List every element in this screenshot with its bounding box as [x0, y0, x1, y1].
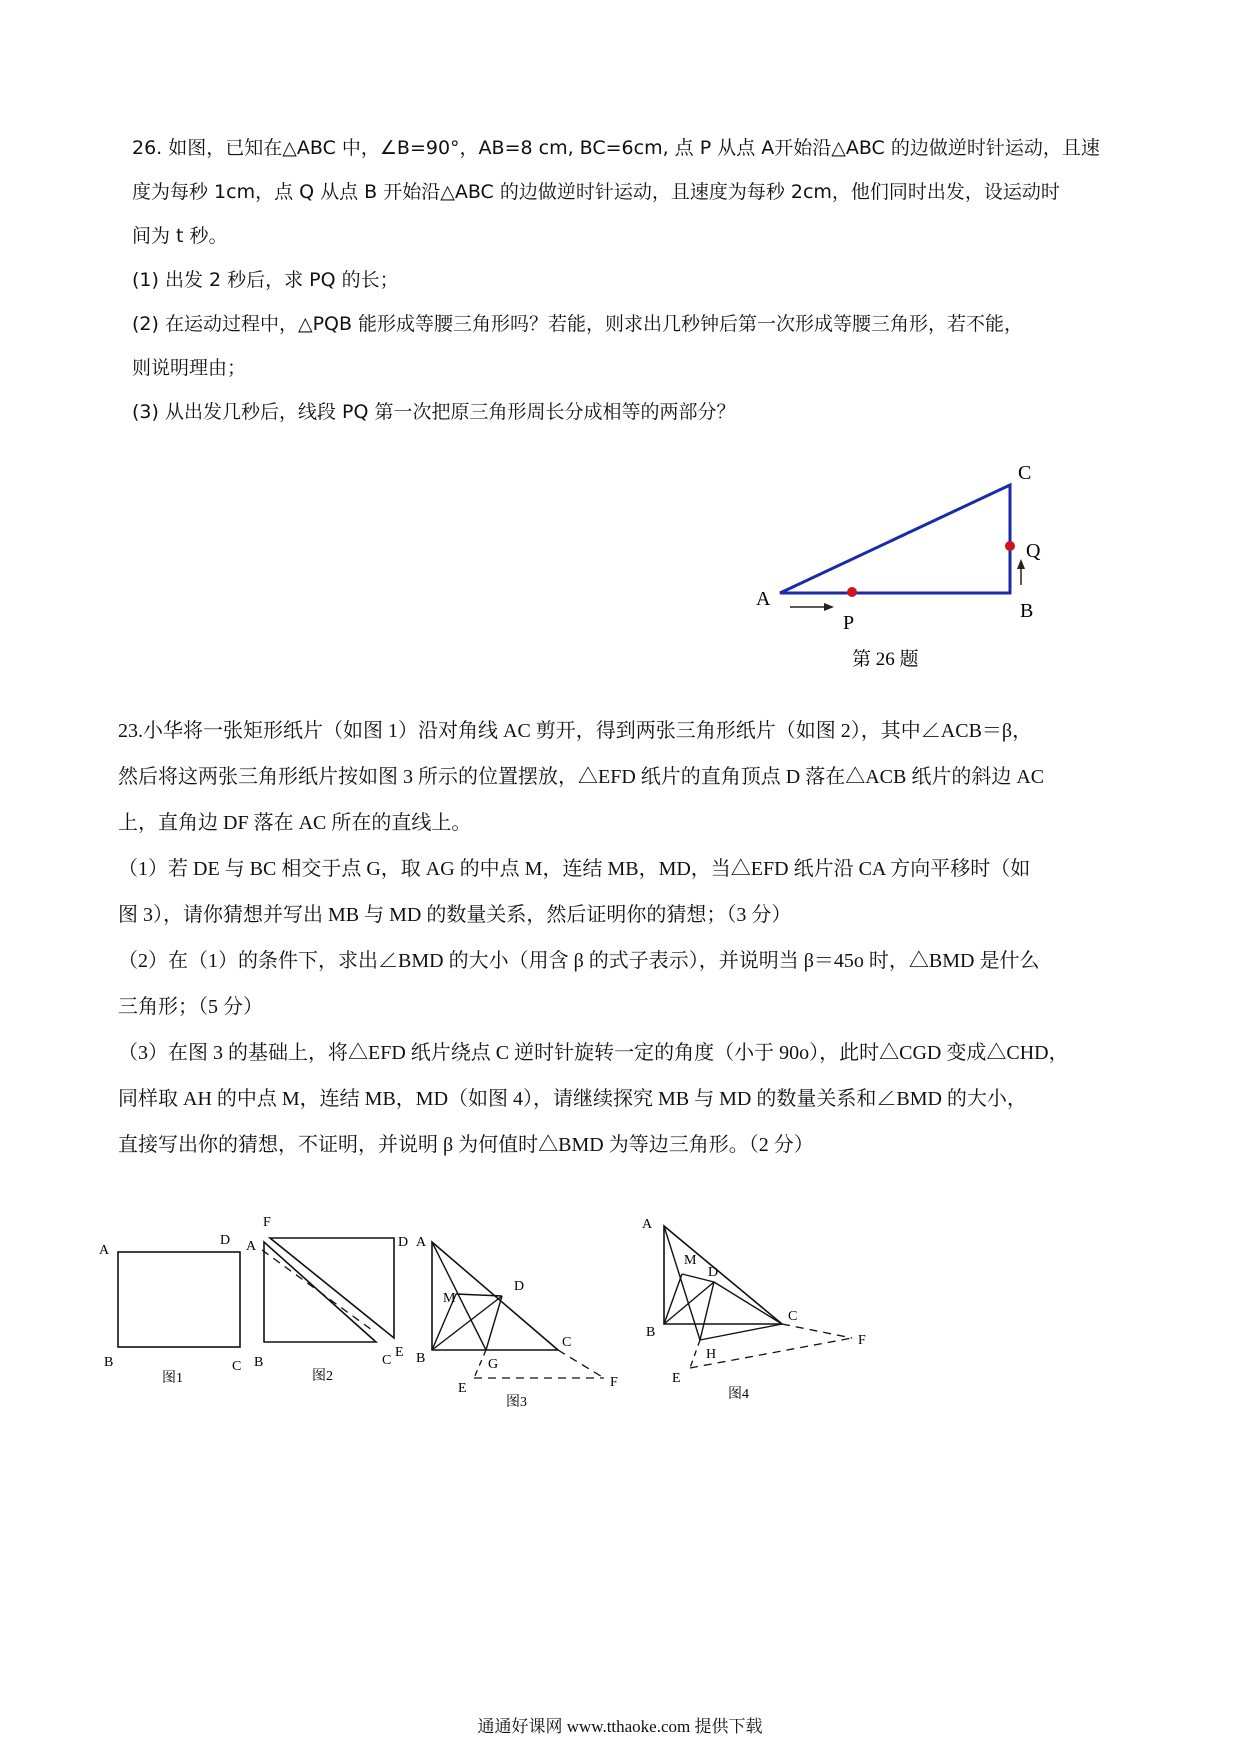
fig2-caption: 图2	[312, 1369, 333, 1384]
fig3-label-m: M	[443, 1291, 456, 1306]
rectangle-abcd	[118, 1252, 240, 1347]
figure-2	[246, 1215, 408, 1384]
q23-figures	[0, 1190, 1240, 1420]
fig3-label-d: D	[514, 1279, 525, 1294]
fig1-caption: 图1	[162, 1371, 183, 1386]
triangle-abc	[780, 485, 1010, 593]
fig3-line-dg	[486, 1296, 502, 1350]
fig4-dashed-cf	[782, 1324, 852, 1338]
q23-part-2-line-2: 三角形；（5 分）	[118, 996, 263, 1018]
arrow-p-head	[824, 603, 834, 611]
q23-part-3-line-3: 直接写出你的猜想，不证明，并说明 β 为何值时△BMD 为等边三角形。（2 分）	[118, 1134, 814, 1156]
page-footer: 通通好课网 www.tthaoke.com 提供下载	[477, 1717, 763, 1736]
fig3-dashed-cf	[558, 1350, 604, 1378]
fig4-dashed-he	[690, 1340, 700, 1368]
q26-triangle-figure	[740, 455, 1060, 675]
fig2-label-b: B	[254, 1355, 264, 1370]
q23-part-3-line-2: 同样取 AH 的中点 M，连结 MB，MD（如图 4），请继续探究 MB 与 MD 的数量关系和∠BMD 的大小，	[118, 1088, 1027, 1110]
fig4-label-h: H	[706, 1347, 717, 1362]
fig4-line-dh	[700, 1282, 714, 1340]
question-26	[132, 126, 1122, 434]
label-q: Q	[1026, 540, 1041, 562]
label-a: A	[756, 588, 771, 610]
fig4-label-f: F	[858, 1333, 866, 1348]
figure-4	[642, 1217, 866, 1402]
arrow-q-head	[1017, 559, 1025, 569]
q23-part-1-line-2: 图 3），请你猜想并写出 MB 与 MD 的数量关系，然后证明你的猜想；（3 分）	[118, 904, 792, 926]
fig4-line-ah	[664, 1226, 700, 1340]
q23-intro-line-3: 上，直角边 DF 落在 AC 所在的直线上。	[118, 812, 472, 834]
figure-26-caption: 第 26 题	[852, 649, 919, 670]
fig4-line-dc	[714, 1282, 782, 1324]
point-p	[847, 587, 857, 597]
label-c: C	[1018, 462, 1032, 484]
q26-intro-line-3: 间为 t 秒。	[132, 225, 228, 247]
point-q	[1005, 541, 1015, 551]
fig3-label-a: A	[416, 1235, 427, 1250]
fig3-label-f: F	[610, 1375, 618, 1390]
fig2-triangle-fde	[270, 1238, 394, 1338]
fig3-line-md	[456, 1294, 502, 1296]
q23-part-2-line-1: （2）在（1）的条件下，求出∠BMD 的大小（用含 β 的式子表示），并说明当 β＝45o 时，△BMD 是什么	[118, 950, 1040, 972]
fig1-label-c: C	[232, 1359, 242, 1374]
q23-part-1-line-1: （1）若 DE 与 BC 相交于点 G，取 AG 的中点 M，连结 MB，MD，当△EFD 纸片沿 CA 方向平移时（如	[118, 858, 1031, 880]
q23-intro-line-2: 然后将这两张三角形纸片按如图 3 所示的位置摆放，△EFD 纸片的直角顶点 D 落在△ACB 纸片的斜边 AC	[118, 766, 1045, 788]
fig2-label-d: D	[398, 1235, 409, 1250]
figure-3	[398, 1235, 618, 1410]
fig3-line-ag	[432, 1242, 486, 1350]
q26-intro-line-2: 度为每秒 1cm，点 Q 从点 B 开始沿△ABC 的边做逆时针运动，且速度为每秒 2cm，他们同时出发，设运动时	[132, 181, 1060, 203]
q23-part-3-line-1: （3）在图 3 的基础上，将△EFD 纸片绕点 C 逆时针旋转一定的角度（小于 90o），此时△CGD 变成△CHD，	[118, 1042, 1069, 1064]
fig4-label-a: A	[642, 1217, 653, 1232]
fig4-caption: 图4	[728, 1387, 749, 1402]
fig4-label-e: E	[672, 1371, 681, 1386]
label-b: B	[1020, 600, 1034, 622]
fig3-label-c: C	[562, 1335, 572, 1350]
label-p: P	[843, 612, 855, 634]
fig3-label-g: G	[488, 1357, 499, 1372]
q26-part-2-line-2: 则说明理由；	[132, 357, 247, 379]
q26-intro-line-1: 26. 如图，已知在△ABC 中，∠B=90°，AB=8 cm, BC=6cm, 点 P 从点 A开始沿△ABC 的边做逆时针运动，且速	[132, 137, 1100, 159]
q26-part-2-line-1: (2) 在运动过程中，△PQB 能形成等腰三角形吗？若能，则求出几秒钟后第一次形成等腰三角形，若不能，	[132, 313, 1024, 335]
fig4-line-hc	[700, 1324, 782, 1340]
fig2-label-a: A	[246, 1239, 257, 1254]
fig1-label-a: A	[99, 1243, 110, 1258]
question-23	[118, 708, 1128, 1168]
fig2-label-c: C	[382, 1353, 392, 1368]
fig4-label-m: M	[684, 1253, 697, 1268]
fig1-label-b: B	[104, 1355, 114, 1370]
figure-1	[99, 1233, 241, 1386]
fig4-label-d: D	[708, 1265, 719, 1280]
fig2-label-e: E	[395, 1345, 404, 1360]
fig3-dashed-de	[474, 1350, 486, 1378]
fig3-label-e: E	[458, 1381, 467, 1396]
fig4-label-c: C	[788, 1309, 798, 1324]
q26-part-1: (1) 出发 2 秒后，求 PQ 的长；	[132, 269, 399, 291]
fig1-label-d: D	[220, 1233, 231, 1248]
q26-part-3: (3) 从出发几秒后，线段 PQ 第一次把原三角形周长分成相等的两部分？	[132, 401, 736, 423]
fig4-label-b: B	[646, 1325, 656, 1340]
q23-intro-line-1: 23.小华将一张矩形纸片（如图 1）沿对角线 AC 剪开，得到两张三角形纸片（如图 2），其中∠ACB＝β，	[118, 720, 1033, 742]
fig3-label-b: B	[416, 1351, 426, 1366]
fig3-caption: 图3	[506, 1395, 527, 1410]
fig2-label-f: F	[263, 1215, 271, 1230]
